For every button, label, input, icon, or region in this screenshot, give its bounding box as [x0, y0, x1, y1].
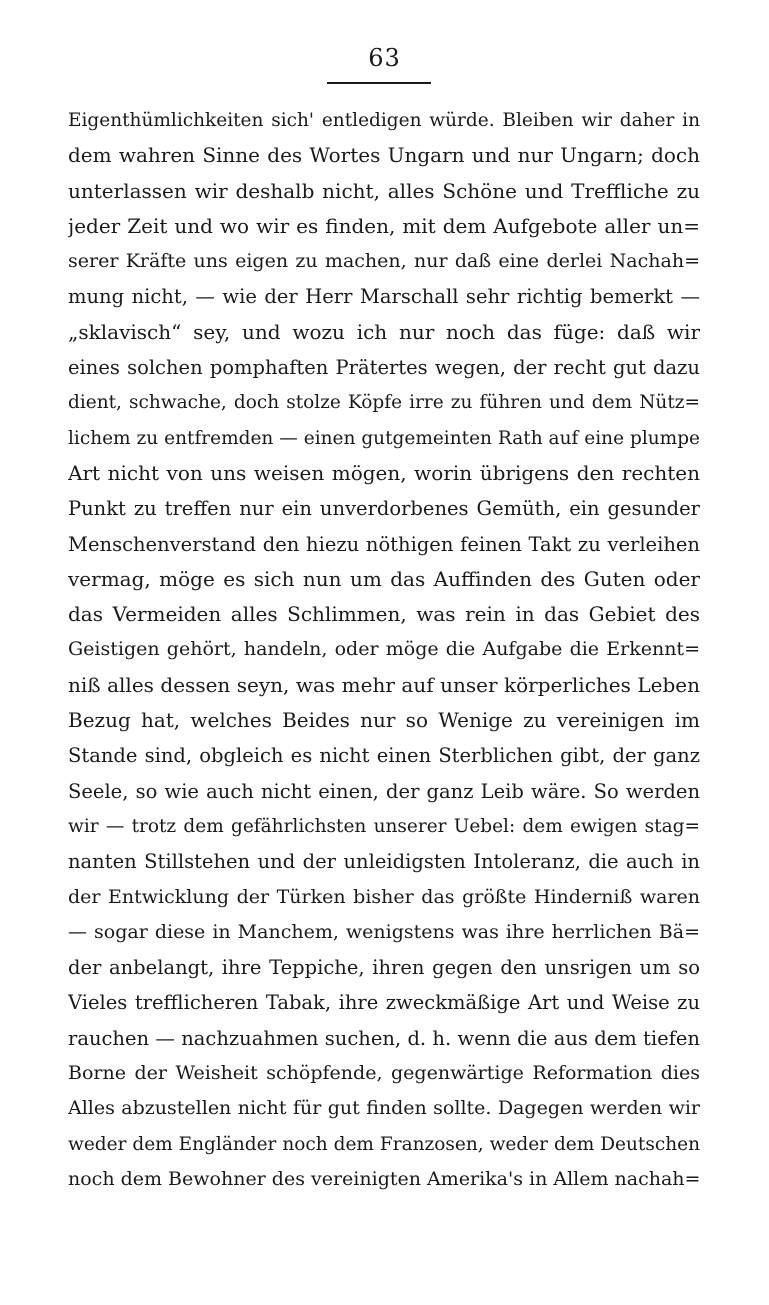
text-line: Bezug hat, welches Beides nur so Wenige zu vereinigen im — [68, 708, 700, 733]
text-line: niß alles dessen seyn, was mehr auf unser körperliches Leben — [68, 672, 700, 697]
text-line: jeder Zeit und wo wir es finden, mit dem Aufgebote aller un= — [68, 213, 700, 238]
header-rule — [327, 82, 431, 84]
text-line: unterlassen wir deshalb nicht, alles Schöne und Treffliche zu — [68, 178, 700, 203]
text-line: vermag, möge es sich nun um das Auffinden des Guten oder — [68, 566, 700, 591]
text-line: Punkt zu treffen nur ein unverdorbenes Gemüth, ein gesunder — [68, 497, 700, 521]
text-line: Vieles trefflicheren Tabak, ihre zweckmäßige Art und Weise zu — [68, 991, 700, 1015]
text-line: Art nicht von uns weisen mögen, worin übrigens den rechten — [68, 460, 700, 485]
text-line: dient, schwache, doch stolze Köpfe irre zu führen und dem Nütz= — [68, 392, 700, 414]
text-line: „sklavisch“ sey, und wozu ich nur noch das füge: daß wir — [68, 319, 700, 344]
text-line: serer Kräfte uns eigen zu machen, nur daß eine derlei Nachah= — [68, 250, 700, 273]
text-line: Stande sind, obgleich es nicht einen Sterblichen gibt, der ganz — [68, 744, 700, 768]
text-line: Geistigen gehört, handeln, oder möge die Aufgabe die Erkennt= — [68, 638, 700, 661]
text-line: — sogar diese in Manchem, wenigstens was ihre herrlichen Bä= — [68, 920, 700, 943]
text-line: das Vermeiden alles Schlimmen, was rein in das Gebiet des — [68, 602, 700, 627]
text-line: lichem zu entfremden — einen gutgemeinten Rath auf eine plumpe — [68, 427, 700, 449]
text-line: rauchen — nachzuahmen suchen, d. h. wenn die aus dem tiefen — [68, 1026, 700, 1050]
text-line: Alles abzustellen nicht für gut finden sollte. Dagegen werden wir — [68, 1097, 700, 1120]
text-line: weder dem Engländer noch dem Franzosen, weder dem Deutschen — [68, 1133, 700, 1155]
text-line: noch dem Bewohner des vereinigten Amerika's in Allem nachah= — [68, 1167, 700, 1190]
text-line: nanten Stillstehen und der unleidigsten Intoleranz, die auch in — [68, 850, 700, 874]
text-line: dem wahren Sinne des Wortes Ungarn und nur Ungarn; doch — [68, 143, 700, 168]
page-number: 63 — [368, 44, 401, 72]
text-line: mung nicht, — wie der Herr Marschall sehr richtig bemerkt — — [68, 285, 700, 309]
text-line: Eigenthümlichkeiten sich' entledigen würde. Bleiben wir daher in — [68, 110, 700, 131]
text-line: Seele, so wie auch nicht einen, der ganz Leib wäre. So werden — [68, 779, 700, 803]
text-line: eines solchen pomphaften Prätertes wegen, der recht gut dazu — [68, 356, 700, 380]
text-line: Borne der Weisheit schöpfende, gegenwärtige Reformation dies — [68, 1062, 700, 1085]
text-line: wir — trotz dem gefährlichsten unserer Uebel: dem ewigen stag= — [68, 815, 700, 837]
body-text — [68, 103, 700, 1197]
text-line: der anbelangt, ihre Teppiche, ihren gegen den unsrigen um so — [68, 956, 700, 980]
text-line: der Entwicklung der Türken bisher das größte Hinderniß waren — [68, 885, 700, 908]
text-line: Menschenverstand den hiezu nöthigen feinen Takt zu verleihen — [68, 532, 700, 556]
